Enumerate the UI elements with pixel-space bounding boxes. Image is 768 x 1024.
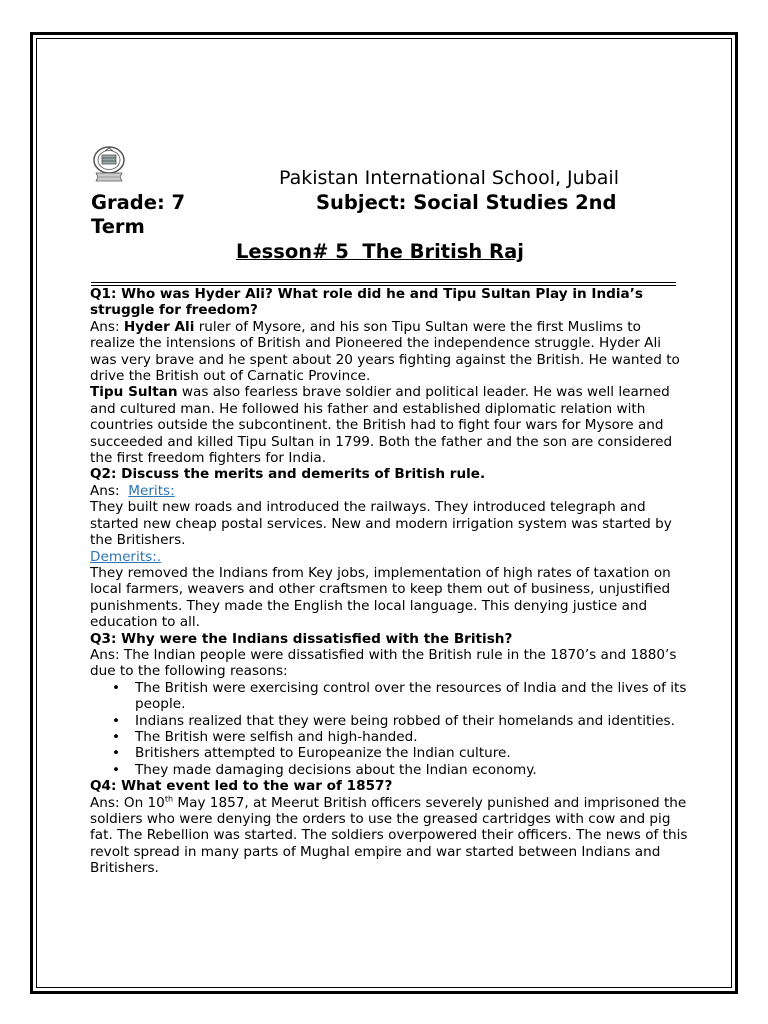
merits-link[interactable]: Merits: [128,482,175,499]
answer-4-body: May 1857, at Meerut British officers severely punished and imprisoned the soldiers who were denying the orders to use the greased cartridges with cow and pig fat. The Rebellion was started. The soldiers overpowered their officers. The news of this revolt spread in many parts of Mughal empire and war started between Indians and Britishers. [90,794,688,877]
grade-label: Grade: 7 [91,191,186,214]
name-tipu-sultan: Tipu Sultan [90,384,178,401]
answer-4-prefix: Ans: On 10 [90,794,165,811]
worksheet-content [90,286,690,877]
answer-label: Ans: [90,482,129,499]
school-name: Pakistan International School, Jubail [279,167,619,189]
lesson-title: Lesson# 5 The British Raj [236,240,524,263]
header-divider-line [91,282,676,283]
answer-label: Ans: [90,318,124,335]
subject-label: Subject: Social Studies 2nd [316,191,617,214]
answer-1-para-2 [90,384,690,466]
term-label: Term [91,215,145,238]
answer-1-para-1 [90,319,690,385]
question-2: Q2: Discuss the merits and demerits of British rule. [90,466,486,483]
school-crest-icon [91,146,127,186]
demerits-link[interactable]: Demerits:. [90,548,162,565]
list-item: • Indians realized that they were being robbed of their homelands and identities. [135,713,690,729]
reasons-list [90,680,690,778]
question-3: Q3: Why were the Indians dissatisfied with the British? [90,630,513,647]
list-item: • They made damaging decisions about the Indian economy. [135,762,690,778]
answer-1-text-1: ruler of Mysore, and his son Tipu Sultan were the first Muslims to realize the intensions of British and Pioneered the independence struggle. Hyder Ali was very brave and he spent about 20 years fighting against the British. He wanted to drive the British out of Carnatic Province. [90,318,680,385]
answer-2-merits-heading [90,483,690,499]
answer-1-text-2: was also fearless brave soldier and political leader. He was well learned and cultured man. He followed his father and established diplomatic relation with countries outside the subcontinent. the British had to fight four wars for Mysore and succeeded and killed Tipu Sultan in 1799. Both the father and the son are considered the first freedom fighters for India. [90,384,673,467]
answer-4-text [90,795,690,877]
list-item: • Britishers attempted to Europeanize the Indian culture. [135,745,690,761]
name-hyder-ali: Hyder Ali [123,318,195,335]
merits-text: They built new roads and introduced the railways. They introduced telegraph and started new cheap postal services. New and modern irrigation system was started by the Britishers. [90,499,672,549]
ordinal-suffix: th [164,794,174,804]
demerits-text: They removed the Indians from Key jobs, implementation of high rates of taxation on local farmers, weavers and other craftsmen to keep them out of business, unjustified punishments. They made the English the local language. This denying justice and education to all. [90,564,671,631]
list-item: • The British were exercising control over the resources of India and the lives of its people. [135,680,690,713]
answer-3-text: Ans: The Indian people were dissatisfied with the British rule in the 1870’s and 1880’s due to the following reasons: [90,646,677,680]
question-1: Q1: Who was Hyder Ali? What role did he and Tipu Sultan Play in India’s struggle for freedom? [90,286,643,319]
question-4: Q4: What event led to the war of 1857? [90,778,393,795]
list-item: • The British were selfish and high-handed. [135,729,690,745]
answer-2-demerits-heading [90,549,690,565]
